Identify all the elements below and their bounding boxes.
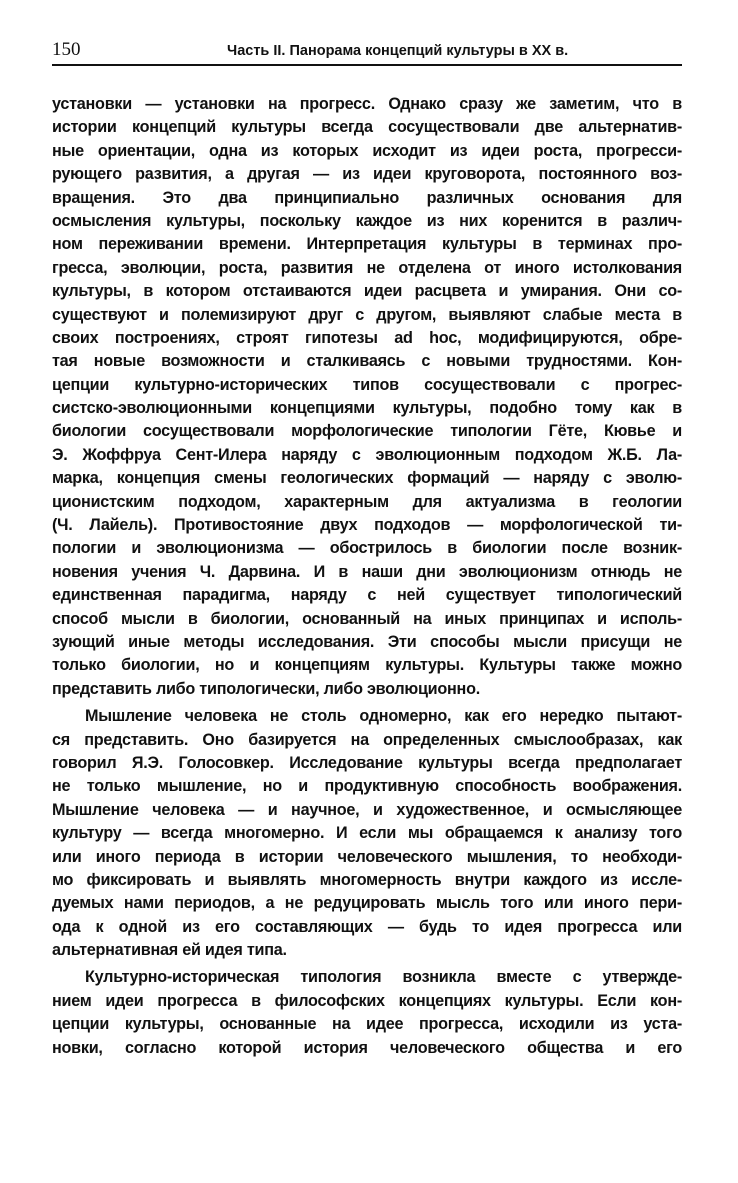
- text-line: рующего развития, а другая — из идеи круговорота, постоянного воз-: [52, 165, 682, 184]
- text-line: существуют и полемизируют друг с другом, выявляют слабые места в: [52, 305, 682, 324]
- text-line: установки — установки на прогресс. Однако сразу же заметим, что в: [52, 95, 682, 113]
- text-line: мо фиксировать и выявлять многомерность внутри каждого из иссле-: [52, 870, 682, 889]
- text-line: говорил Я.Э. Голосовкер. Исследование культуры всегда предполагает: [52, 753, 682, 772]
- text-line: своих построениях, строят гипотезы ad hoc, модифицируются, обре-: [52, 328, 682, 347]
- text-line: Мышление человека — и научное, и художественное, и осмысляющее: [52, 800, 682, 819]
- text-line: представить либо типологически, либо эволюционно.: [52, 679, 480, 698]
- text-line: способ мысли в биологии, основанный на иных принципах и исполь-: [52, 609, 682, 628]
- text-line: культуру — всегда многомерно. И если мы обращаемся к анализу того: [52, 824, 682, 843]
- text-line: вращения. Это два принципиально различных основания для: [52, 188, 682, 207]
- text-line: (Ч. Лайель). Противостояние двух подходов — морфологической ти-: [52, 516, 682, 535]
- text-line: биологии сосуществовали морфологические типологии Гёте, Кювье и: [52, 422, 682, 441]
- text-line: марка, концепция смены геологических формаций — наряду с эволю-: [52, 469, 682, 488]
- text-line: систско-эволюционными концепциями культуры, подобно тому как в: [52, 399, 682, 418]
- text-line: альтернативная ей идея типа.: [52, 941, 287, 960]
- text-line: гресса, эволюции, роста, развития не отделена от иного истолкования: [52, 258, 682, 277]
- text-line: пологии и эволюционизма — обострилось в биологии после возник-: [52, 539, 682, 558]
- text-line: ные ориентации, одна из которых исходит из идеи роста, прогресси-: [52, 141, 682, 160]
- text-line: нием идеи прогресса в философских концепциях культуры. Если кон-: [52, 991, 682, 1010]
- text-line: ционистским подходом, характерным для актуализма в геологии: [52, 492, 682, 511]
- text-line: новки, согласно которой история человеческого общества и его: [52, 1038, 682, 1057]
- text-line: тая новые возможности и сталкиваясь с новыми трудностями. Кон-: [52, 352, 682, 371]
- text-line: цепции культуры, основанные на идее прогресса, исходили из уста-: [52, 1015, 682, 1034]
- text-line: не только мышление, но и продуктивную способность воображения.: [52, 777, 682, 796]
- text-line: зующий иные методы исследования. Эти способы мысли присущи не: [52, 632, 682, 651]
- text-line: истории концепций культуры всегда сосуществовали две альтернатив-: [52, 118, 682, 137]
- text-line: культуры, в котором отстаиваются идеи расцвета и умирания. Они со-: [52, 282, 682, 301]
- page-number: 150: [52, 39, 81, 60]
- text-line: Мышление человека не столь одномерно, как его нередко пытают-: [85, 707, 682, 726]
- text-line: Культурно-историческая типология возникла вместе с утвержде-: [85, 968, 682, 987]
- paragraph-1: [52, 93, 682, 701]
- text-line: ся представить. Оно базируется на определенных смыслообразах, как: [52, 730, 682, 749]
- text-line: единственная парадигма, наряду с ней существует типологический: [52, 586, 682, 605]
- text-line: только биологии, но и концепциям культуры. Культуры также можно: [52, 656, 682, 675]
- text-line: ода к одной из его составляющих — будь то идея прогресса или: [52, 917, 682, 936]
- paragraph-2: [52, 705, 682, 962]
- paragraph-3: [52, 966, 682, 1060]
- text-line: ном переживании времени. Интерпретация культуры в терминах про-: [52, 235, 682, 254]
- text-line: новения учения Ч. Дарвина. И в наши дни эволюционизм отнюдь не: [52, 562, 682, 581]
- text-line: Э. Жоффруа Сент-Илера наряду с эволюционным подходом Ж.Б. Ла-: [52, 445, 682, 464]
- text-line: или иного периода в истории человеческого мышления, то необходи-: [52, 847, 682, 866]
- text-line: осмысления культуры, поскольку каждое из них коренится в различ-: [52, 211, 682, 230]
- text-line: дуемых нами периодов, а не редуцировать мысль того или иного пери-: [52, 894, 682, 913]
- running-header: [52, 34, 682, 66]
- body-text: [52, 93, 682, 1060]
- running-title: Часть II. Панорама концепций культуры в XX в.: [227, 43, 569, 59]
- text-line: цепции культурно-исторических типов сосуществовали с прогрес-: [52, 375, 682, 394]
